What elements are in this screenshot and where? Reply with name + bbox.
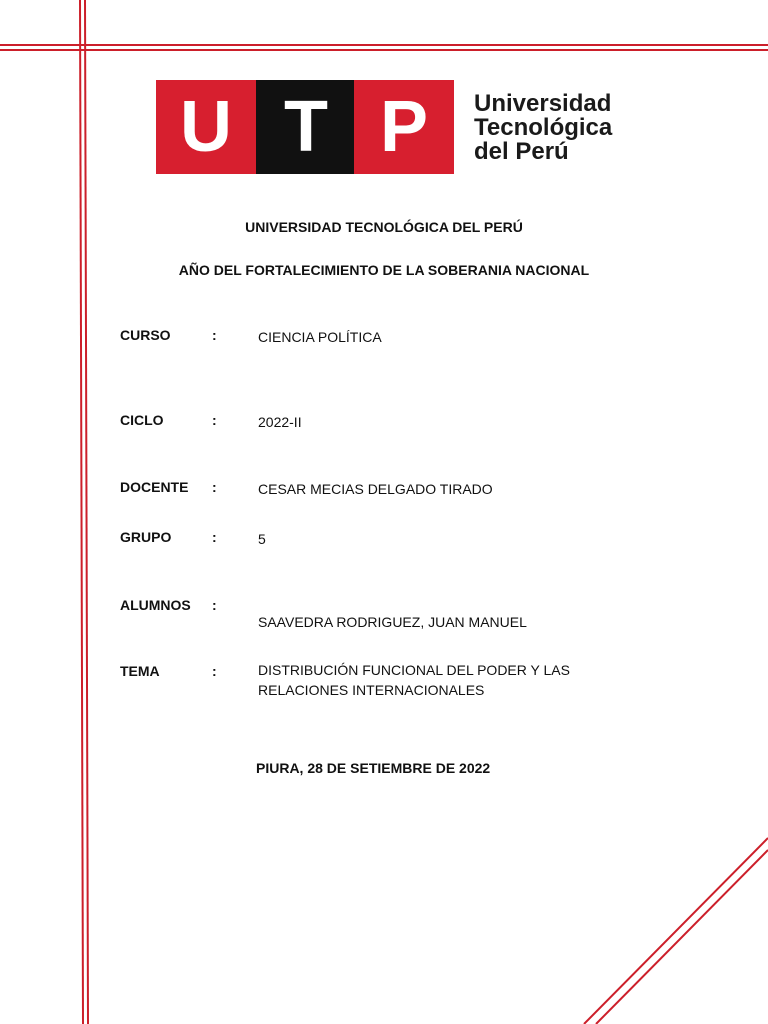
field-colon: : xyxy=(212,663,217,679)
field-colon: : xyxy=(212,412,217,428)
place-date: PIURA, 28 DE SETIEMBRE DE 2022 xyxy=(256,760,491,776)
vertical-border-line xyxy=(85,0,88,1024)
year-motto-heading: AÑO DEL FORTALECIMIENTO DE LA SOBERANIA NACIONAL xyxy=(178,262,590,278)
field-value: 5 xyxy=(258,531,266,547)
field-value: CESAR MECIAS DELGADO TIRADO xyxy=(258,481,493,497)
field-label: CURSO xyxy=(120,327,171,343)
field-label: TEMA xyxy=(120,663,160,679)
field-value-line-1: DISTRIBUCIÓN FUNCIONAL DEL PODER Y LAS xyxy=(258,662,570,678)
field-value-line-2: RELACIONES INTERNACIONALES xyxy=(258,682,485,698)
field-value: 2022-II xyxy=(258,414,302,430)
diagonal-border-line xyxy=(584,838,768,1024)
logo-block-u xyxy=(156,80,256,174)
vertical-border-line xyxy=(80,0,83,1024)
diagonal-border-line xyxy=(596,850,768,1024)
logo-letter-p: P xyxy=(379,87,429,167)
field-label: GRUPO xyxy=(120,529,172,545)
logo-block-t xyxy=(256,80,356,174)
university-heading: UNIVERSIDAD TECNOLÓGICA DEL PERÚ xyxy=(245,219,523,235)
field-label: CICLO xyxy=(120,412,164,428)
utp-logo xyxy=(156,80,612,174)
field-label: DOCENTE xyxy=(120,479,189,495)
field-value: SAAVEDRA RODRIGUEZ, JUAN MANUEL xyxy=(258,614,527,630)
field-colon: : xyxy=(212,529,217,545)
logo-letter-t: T xyxy=(284,87,328,167)
logo-block-p xyxy=(354,80,454,174)
field-colon: : xyxy=(212,479,217,495)
field-value: CIENCIA POLÍTICA xyxy=(258,329,382,345)
logo-letter-u: U xyxy=(180,87,232,167)
wordmark-line-1: Universidad xyxy=(474,90,612,117)
field-colon: : xyxy=(212,327,217,343)
logo-wordmark xyxy=(474,92,612,164)
field-label: ALUMNOS xyxy=(120,597,191,613)
wordmark-line-3: del Perú xyxy=(474,138,569,165)
wordmark-line-2: Tecnológica xyxy=(474,114,613,141)
field-colon: : xyxy=(212,597,217,613)
